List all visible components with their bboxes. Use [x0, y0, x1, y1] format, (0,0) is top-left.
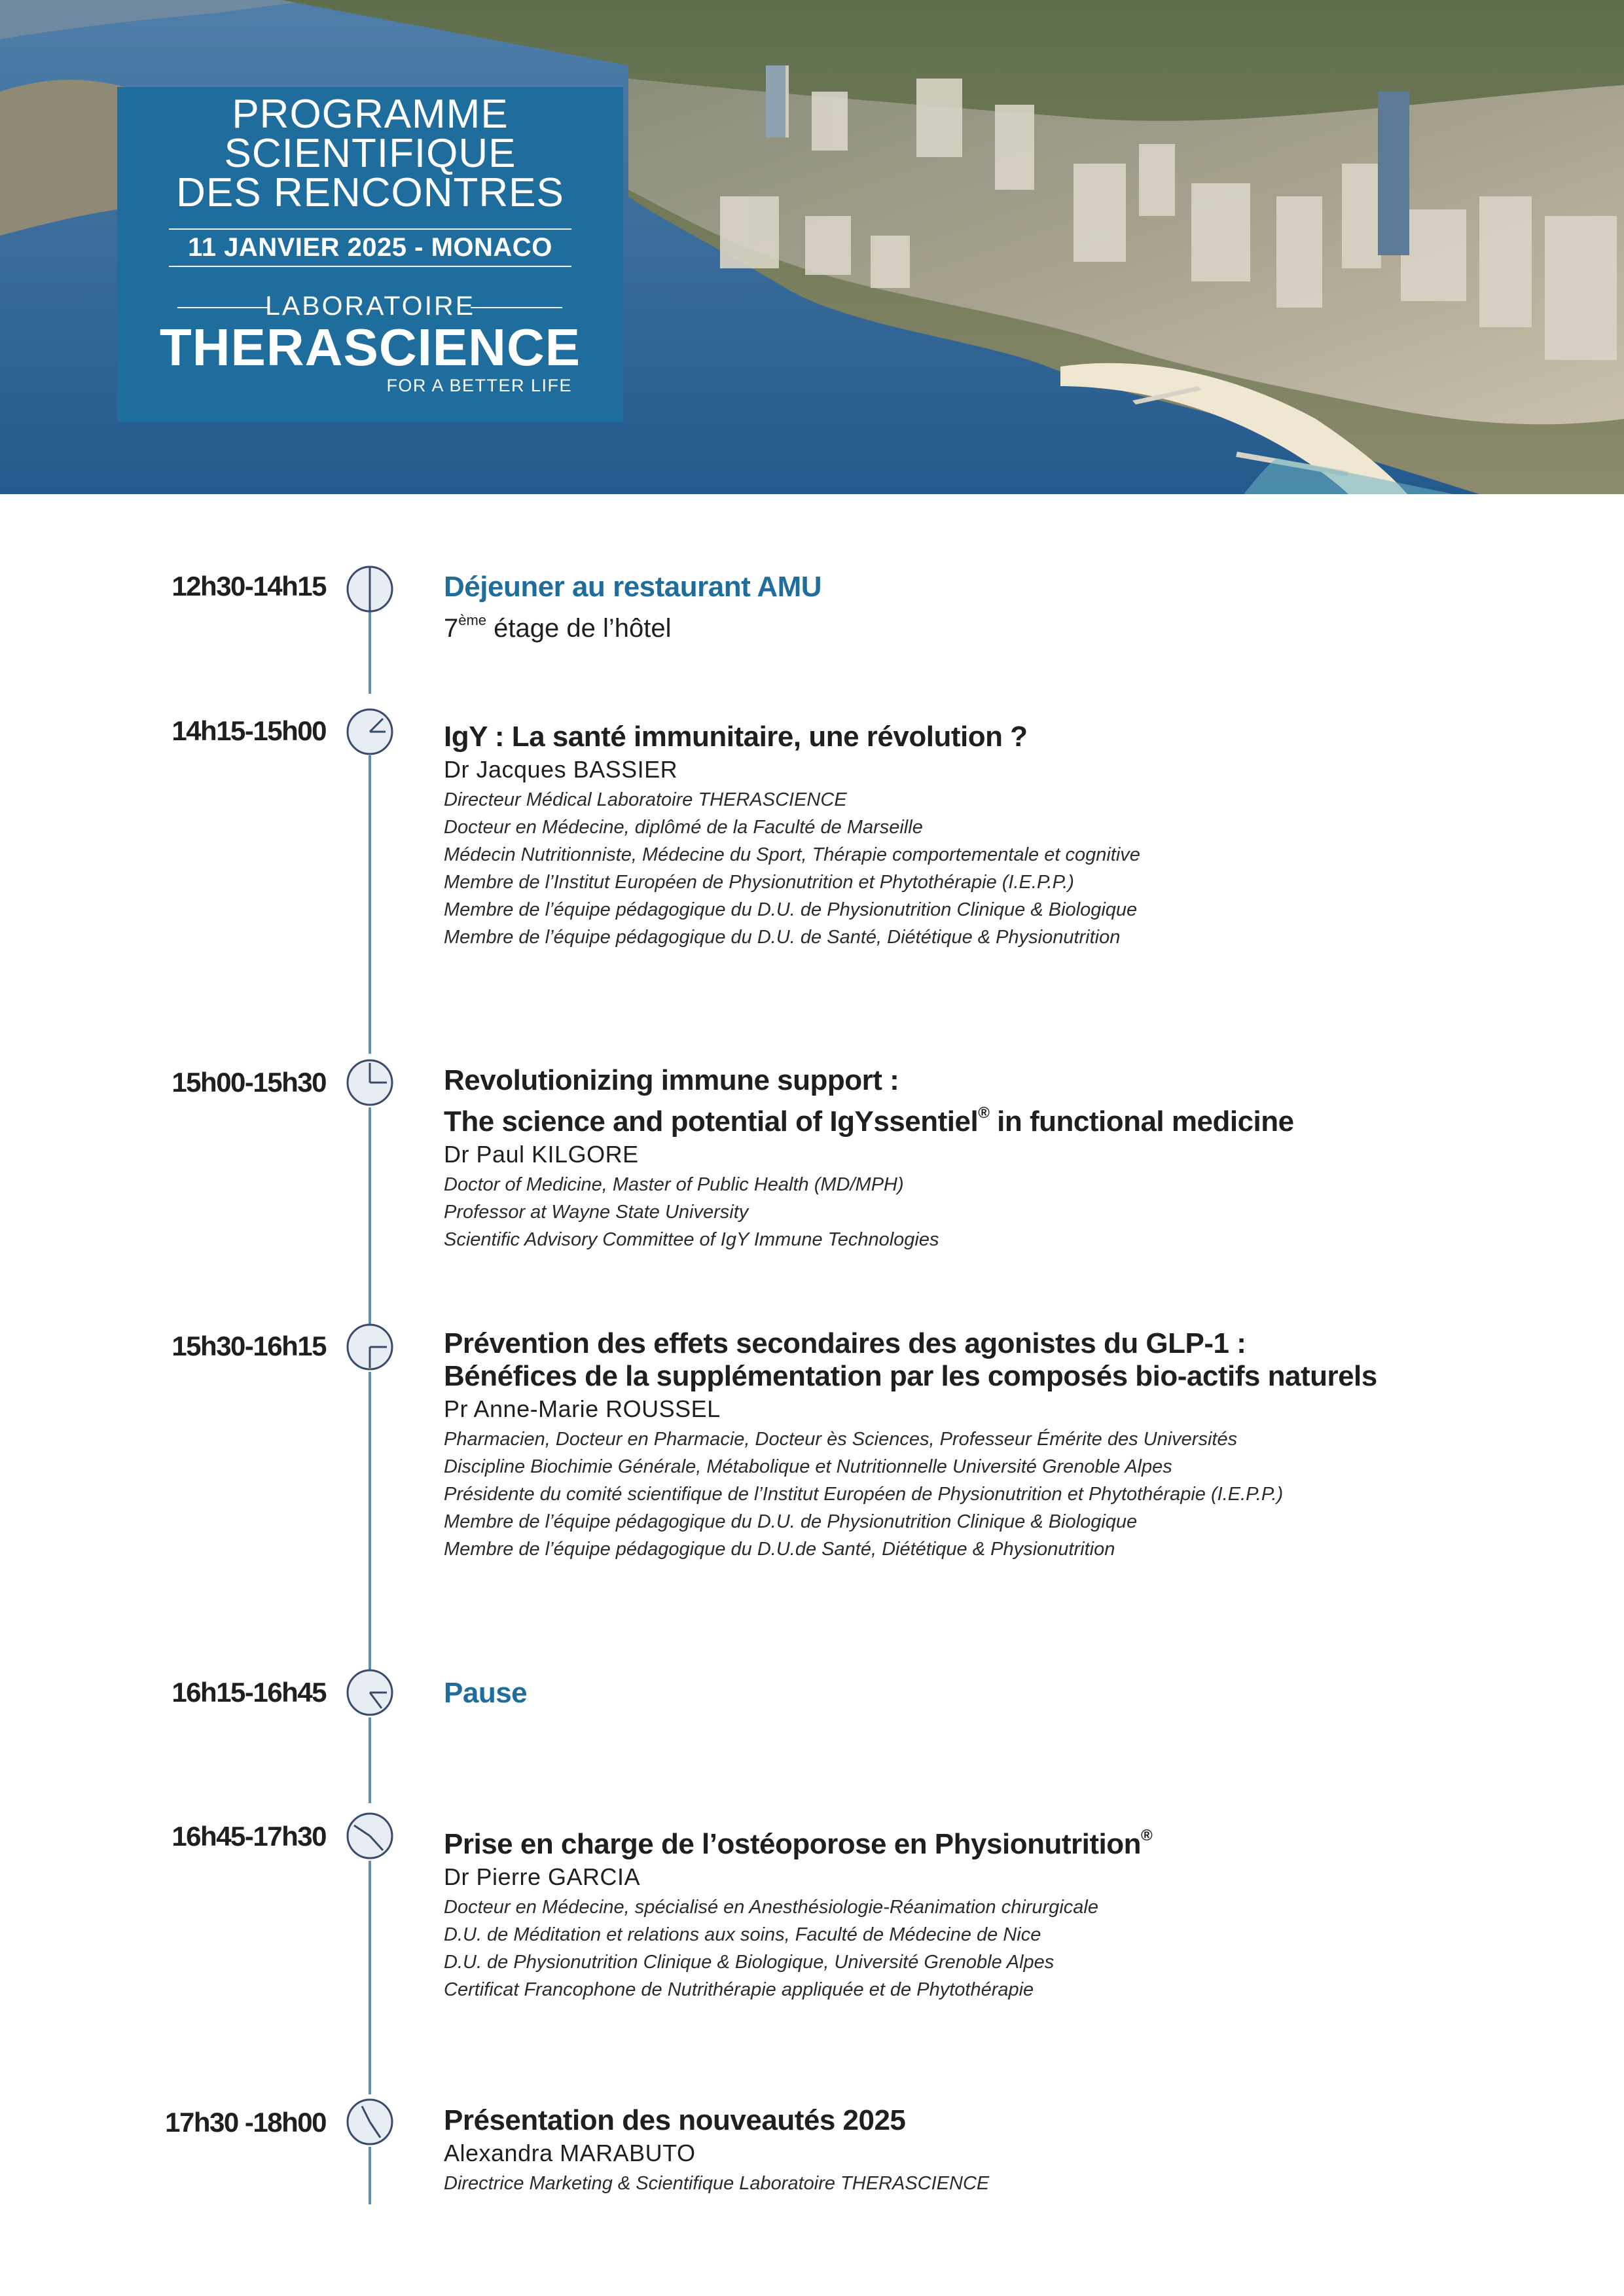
speaker-credentials: Doctor of Medicine, Master of Public Health (MD/MPH) Professor at Wayne State University Scientific Advisory Committee of IgY Immune Technologies	[444, 1174, 939, 1250]
timeline-line	[369, 612, 371, 694]
schedule-item	[444, 1064, 1596, 1253]
talk-title: IgY : La santé immunitaire, une révolution ?	[444, 721, 1028, 753]
speaker-name: Pr Anne-Marie ROUSSEL	[444, 1395, 721, 1422]
time-slot: 15h00-15h30	[171, 1067, 326, 1098]
brand-tagline: FOR A BETTER LIFE	[386, 376, 572, 395]
talk-title-line-2: The science and potential of IgYssentiel® in functional medicine	[444, 1104, 1294, 1138]
time-slot: 14h15-15h00	[171, 715, 326, 746]
clock-icon	[345, 707, 395, 757]
brand-name: THERASCIENCE	[159, 318, 581, 376]
schedule-item	[444, 571, 1596, 645]
clock-icon	[345, 1811, 395, 1861]
time-slot: 16h15-16h45	[171, 1677, 326, 1708]
speaker-credentials: Directeur Médical Laboratoire THERASCIENCE Docteur en Médecine, diplômé de la Faculté de Marseille Médecin Nutritionniste, Médecine du Sport, Thérapie comportementale et cognitive Membre de l’Institut Européen de Physionutrition et Phytothérapie (I.E.P.P.) Membre de l’équipe pédagogique du D.U. de Physionutrition Clinique & Biologique Membre de l’équipe pédagogique du D.U. de Santé, Diététique & Physionutrition	[444, 789, 1140, 948]
talk-title: Présentation des nouveautés 2025	[444, 2104, 906, 2136]
time-slot: 17h30 -18h00	[165, 2107, 326, 2138]
speaker-credentials: Docteur en Médecine, spécialisé en Anesthésiologie-Réanimation chirurgicale D.U. de Méditation et relations aux soins, Faculté de Médecine de Nice D.U. de Physionutrition Clinique & Biologique, Université Grenoble Alpes Certificat Francophone de Nutrithérapie appliquée et de Phytothérapie	[444, 1897, 1098, 2000]
talk-title-line-1: Revolutionizing immune support :	[444, 1064, 899, 1096]
speaker-credentials: Pharmacien, Docteur en Pharmacie, Docteur ès Sciences, Professeur Émérite des Universités Discipline Biochimie Générale, Métabolique et Nutritionnelle Université Grenoble Alpes Présidente du comité scientifique de l’Institut Européen de Physionutrition et Phytothérapie (I.E.P.P.) Membre de l’équipe pédagogique du D.U. de Physionutrition Clinique & Biologique Membre de l’équipe pédagogique du D.U.de Santé, Diététique & Physionutrition	[444, 1429, 1284, 1560]
title-rule-bottom	[169, 266, 571, 267]
talk-subtitle: 7ème étage de l’hôtel	[444, 612, 672, 643]
clock-icon	[345, 2097, 395, 2147]
talk-title: Prise en charge de l’ostéoporose en Physionutrition®	[444, 1827, 1153, 1860]
timeline-line	[369, 1107, 371, 1331]
programme-title-line-3: DES RENCONTRES	[176, 170, 564, 215]
speaker-name: Dr Pierre GARCIA	[444, 1863, 641, 1890]
schedule-item	[444, 1820, 1596, 2003]
speaker-credentials: Directrice Marketing & Scientifique Laboratoire THERASCIENCE	[444, 2173, 990, 2194]
clock-icon	[345, 1058, 395, 1107]
timeline-line	[369, 1861, 371, 2094]
programme-title-line-2: SCIENTIFIQUE	[224, 131, 516, 176]
clock-icon	[345, 564, 395, 614]
lab-label: LABORATOIRE	[265, 291, 475, 321]
schedule-item	[444, 2104, 1596, 2197]
schedule-item	[444, 721, 1596, 951]
timeline-line	[369, 1717, 371, 1803]
talk-title-line-1: Prévention des effets secondaires des agonistes du GLP-1 :	[444, 1327, 1246, 1359]
time-slot: 16h45-17h30	[171, 1821, 326, 1852]
talk-title-line-2: Bénéfices de la supplémentation par les composés bio-actifs naturels	[444, 1360, 1377, 1392]
speaker-name: Dr Paul KILGORE	[444, 1141, 639, 1168]
timeline-line	[369, 2147, 371, 2204]
title-box	[117, 87, 623, 422]
time-slot: 15h30-16h15	[171, 1331, 326, 1361]
talk-title: Pause	[444, 1677, 528, 1709]
schedule-item	[444, 1677, 1596, 1710]
clock-icon	[345, 1322, 395, 1372]
title-rule-top	[169, 228, 571, 230]
time-slot: 12h30-14h15	[171, 571, 326, 601]
clock-icon	[345, 1668, 395, 1717]
event-date-location: 11 JANVIER 2025 - MONACO	[188, 233, 552, 262]
timeline-line	[369, 1372, 371, 1670]
speaker-name: Alexandra MARABUTO	[444, 2140, 696, 2166]
programme-title-line-1: PROGRAMME	[232, 92, 509, 137]
header-photo	[0, 0, 1624, 494]
speaker-name: Dr Jacques BASSIER	[444, 756, 678, 783]
talk-title: Déjeuner au restaurant AMU	[444, 571, 822, 603]
schedule-item	[444, 1327, 1596, 1563]
timeline-line	[369, 755, 371, 1054]
